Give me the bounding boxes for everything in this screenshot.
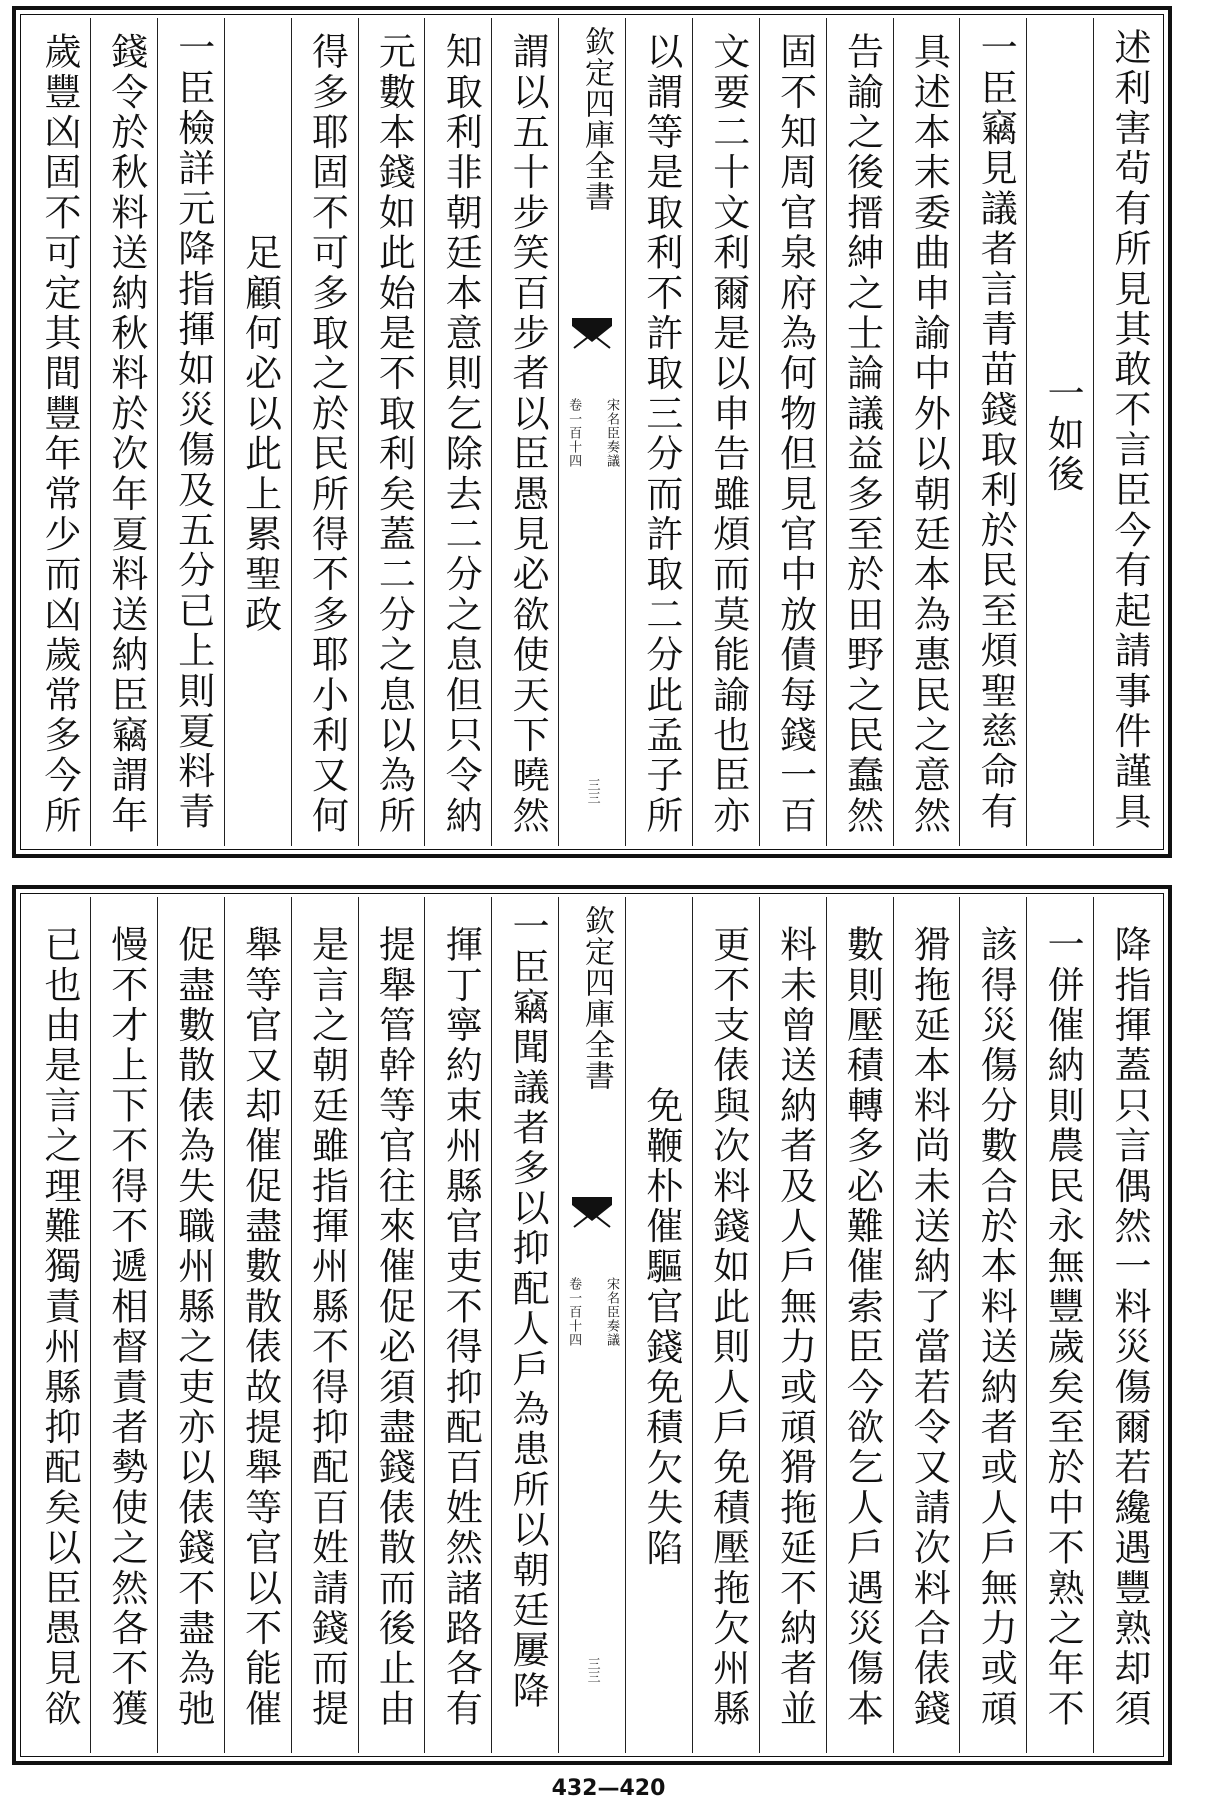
- top-text-column: [1026, 18, 1093, 846]
- top-center-column: [558, 18, 625, 846]
- text-line: 料未曾送納者及人戶無力或頑猾拖延不納者並: [773, 925, 817, 1729]
- bottom-text-column: [491, 897, 558, 1753]
- top-page-panel: [12, 6, 1172, 858]
- book-name: 宋名臣奏議: [604, 398, 619, 468]
- bottom-page-panel: [12, 885, 1172, 1765]
- text-line: 數則壓積轉多必難催索臣今欲乞人戶遇災傷本: [840, 925, 884, 1729]
- text-line: 舉等官又却催促盡數散俵故提舉等官以不能催: [238, 925, 282, 1729]
- text-line: 一如後: [1041, 373, 1085, 495]
- text-line: 提舉管幹等官往來催促必須盡錢俵散而後止由: [372, 925, 416, 1729]
- text-line: 降指揮蓋只言偶然一料災傷爾若纔遇豐熟却須: [1108, 925, 1151, 1729]
- bottom-text-column: [424, 897, 491, 1753]
- folio-number: 三三: [584, 778, 600, 804]
- text-line: 以謂等是取利不許取三分而許取二分此孟子所: [639, 32, 683, 836]
- text-line: 一臣竊見議者言青苗錢取利於民至煩聖慈命有: [974, 28, 1018, 832]
- text-line: 述利害茍有所見其敢不言臣今有起請事件謹具: [1108, 28, 1151, 832]
- top-text-column: [157, 18, 224, 846]
- text-line: 揮丁寧約束州縣官吏不得抑配百姓然諸路各有: [439, 925, 483, 1729]
- bottom-text-column: [1026, 897, 1093, 1753]
- text-line: 足顧何必以此上累聖政: [238, 233, 282, 635]
- bottom-text-column: [224, 897, 291, 1753]
- page-footer-number: 432—420: [551, 1776, 666, 1801]
- text-line: 知取利非朝廷本意則乞除去二分之息但只令納: [439, 32, 483, 836]
- text-line: 元數本錢如此始是不取利矣蓋二分之息以為所: [372, 32, 416, 836]
- text-line: 文要二十文利爾是以申告雖煩而莫能諭也臣亦: [706, 32, 750, 836]
- collection-title: 欽定四庫全書: [579, 905, 614, 1091]
- bottom-text-column: [358, 897, 425, 1753]
- top-text-column: [625, 18, 692, 846]
- text-line: 一臣檢詳元降指揮如災傷及五分已上則夏料青: [171, 28, 215, 832]
- top-text-column: [90, 18, 157, 846]
- top-text-column: [759, 18, 826, 846]
- text-line: 該得災傷分數合於本料送納者或人戶無力或頑: [974, 925, 1018, 1729]
- top-text-column: [959, 18, 1026, 846]
- bottom-text-columns: [24, 897, 1160, 1753]
- bottom-text-column: [90, 897, 157, 1753]
- top-text-column: [24, 18, 90, 846]
- bottom-text-column: [759, 897, 826, 1753]
- top-text-column: [826, 18, 893, 846]
- text-line: 猾拖延本料尚未送納了當若令又請次料合俵錢: [907, 925, 951, 1729]
- top-text-column: [291, 18, 358, 846]
- text-line: 免鞭朴催驅官錢免積欠失陷: [639, 1085, 683, 1569]
- top-text-column: [358, 18, 425, 846]
- bottom-text-column: [826, 897, 893, 1753]
- bottom-text-column: [959, 897, 1026, 1753]
- text-line: 錢令於秋料送納秋料於次年夏料送納臣竊謂年: [104, 32, 148, 836]
- top-text-column: [491, 18, 558, 846]
- fishtail-mark-icon: [572, 1197, 612, 1247]
- volume-number: 卷一百十四: [566, 398, 582, 468]
- text-line: 一併催納則農民永無豐歲矣至於中不熟之年不: [1041, 925, 1085, 1729]
- bottom-text-column: [24, 897, 90, 1753]
- top-text-column: [424, 18, 491, 846]
- bottom-text-column: [1093, 897, 1160, 1753]
- bottom-text-column: [692, 897, 759, 1753]
- top-text-column: [224, 18, 291, 846]
- top-text-column: [692, 18, 759, 846]
- text-line: 謂以五十步笑百步者以臣愚見必欲使天下曉然: [506, 32, 550, 836]
- text-line: 告諭之後搢紳之士論議益多至於田野之民蠢然: [840, 32, 884, 836]
- bottom-text-column: [625, 897, 692, 1753]
- bottom-text-column: [291, 897, 358, 1753]
- text-line: 一臣竊聞議者多以抑配人戶為患所以朝廷屢降: [506, 907, 550, 1711]
- text-line: 已也由是言之理難獨責州縣抑配矣以臣愚見欲: [38, 925, 81, 1729]
- volume-number: 卷一百十四: [566, 1277, 582, 1347]
- bottom-text-column: [157, 897, 224, 1753]
- text-line: 固不知周官泉府為何物但見官中放債每錢一百: [773, 32, 817, 836]
- text-line: 促盡數散俵為失職州縣之吏亦以俵錢不盡為弛: [171, 925, 215, 1729]
- text-line: 得多耶固不可多取之於民所得不多耶小利又何: [305, 32, 349, 836]
- text-line: 具述本末委曲申諭中外以朝廷本為惠民之意然: [907, 32, 951, 836]
- book-name: 宋名臣奏議: [604, 1277, 619, 1347]
- collection-title: 欽定四庫全書: [579, 26, 614, 212]
- bottom-text-column: [893, 897, 960, 1753]
- fishtail-mark-icon: [572, 318, 612, 368]
- top-text-column: [1093, 18, 1160, 846]
- text-line: 歲豐凶固不可定其間豐年常少而凶歲常多今所: [38, 32, 81, 836]
- text-line: 更不支俵與次料錢如此則人戶免積壓拖欠州縣: [706, 925, 750, 1729]
- top-text-column: [893, 18, 960, 846]
- text-line: 是言之朝廷雖指揮州縣不得抑配百姓請錢而提: [305, 925, 349, 1729]
- bottom-center-column: [558, 897, 625, 1753]
- top-text-columns: [24, 18, 1160, 846]
- folio-number: 三三: [584, 1657, 600, 1683]
- text-line: 慢不才上下不得不遞相督責者勢使之然各不獲: [104, 925, 148, 1729]
